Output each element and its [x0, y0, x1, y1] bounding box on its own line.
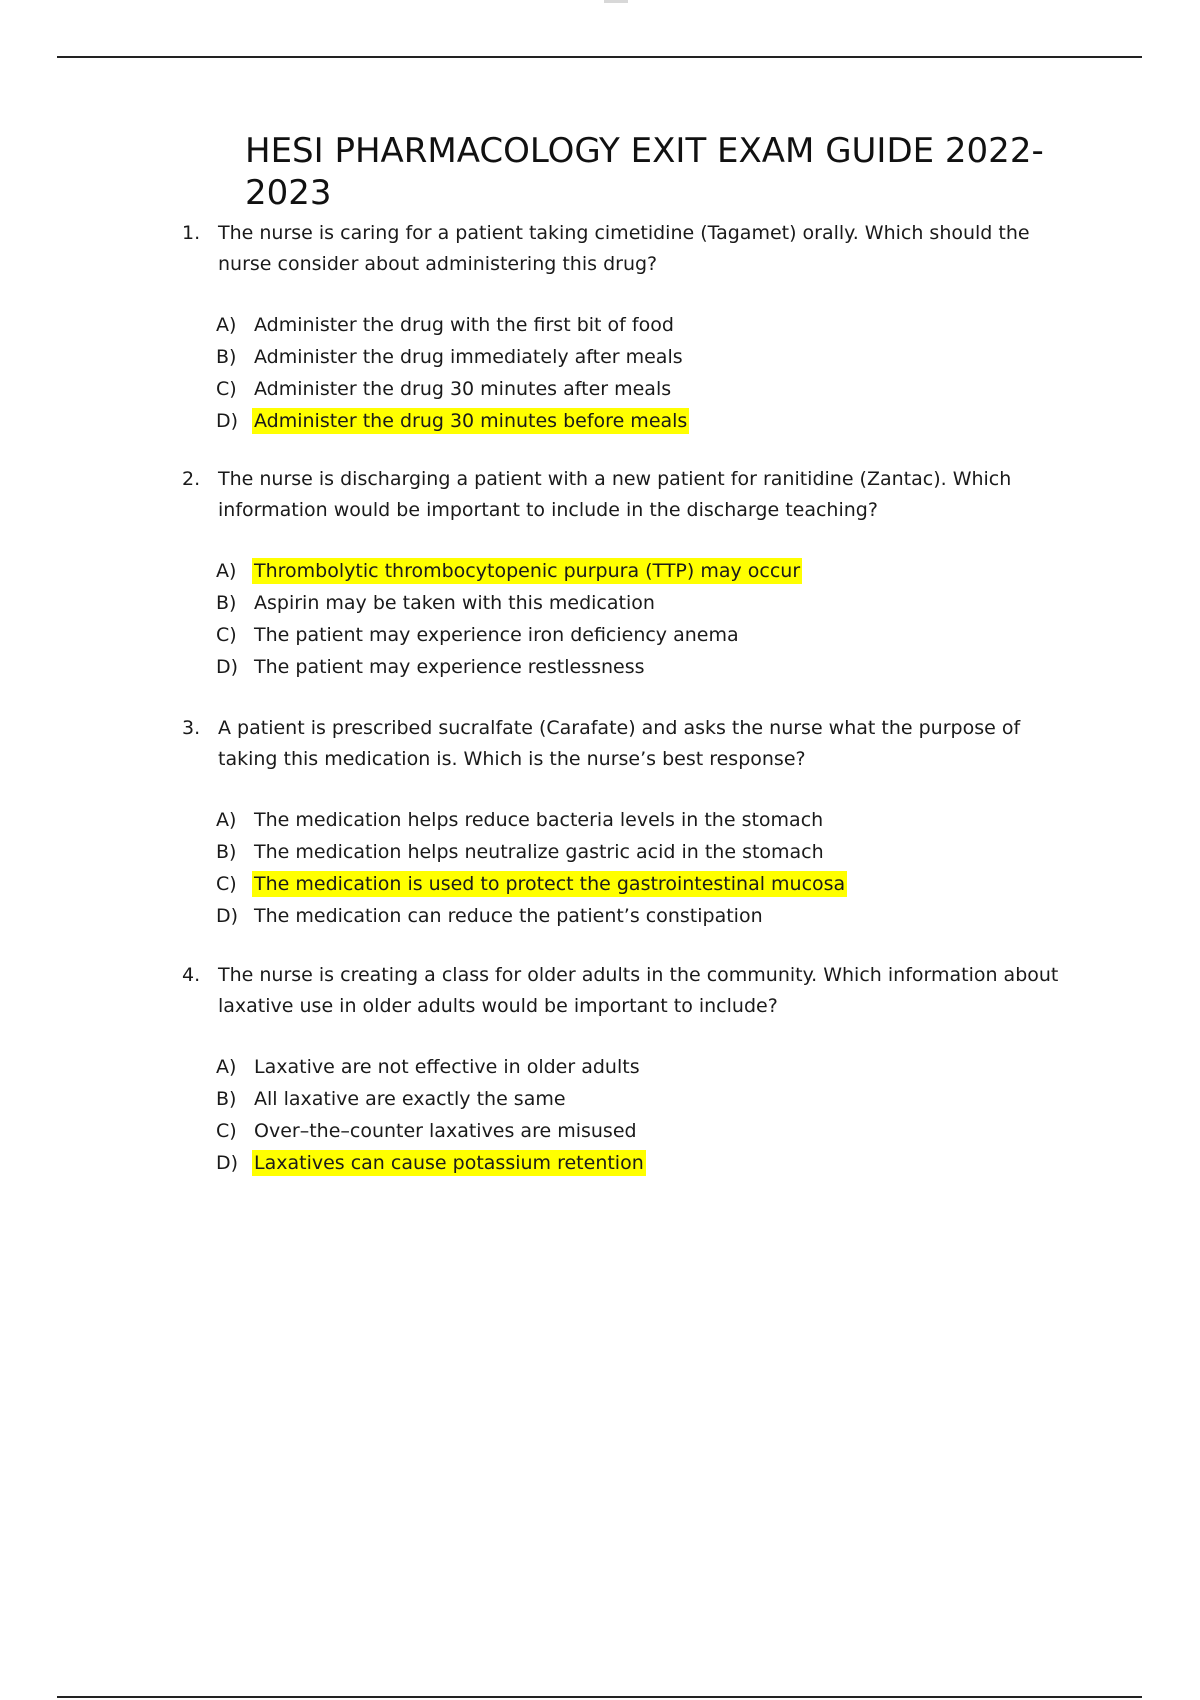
- option-letter: D): [216, 1152, 239, 1174]
- option-letter: B): [216, 346, 237, 368]
- option-text: The medication helps reduce bacteria levels in the stomach: [254, 809, 824, 831]
- question-2: [182, 464, 1082, 683]
- question-number: 2.: [182, 468, 201, 490]
- question-1: [182, 218, 1082, 437]
- option-text: Laxative are not effective in older adults: [254, 1056, 640, 1078]
- question-number: 3.: [182, 717, 201, 739]
- option-letter: A): [216, 560, 237, 582]
- option-text: The medication is used to protect the gastrointestinal mucosa: [254, 873, 846, 895]
- answer-option-b[interactable]: [182, 587, 1082, 619]
- answer-option-b[interactable]: [182, 1083, 1082, 1115]
- answer-option-b[interactable]: [182, 836, 1082, 868]
- option-letter: A): [216, 314, 237, 336]
- question-stem: [182, 218, 1082, 280]
- answer-option-c[interactable]: [182, 1115, 1082, 1147]
- answer-option-a-highlighted[interactable]: [182, 555, 1082, 587]
- option-text: The medication helps neutralize gastric acid in the stomach: [254, 841, 824, 863]
- answer-option-d-highlighted[interactable]: [182, 405, 1082, 437]
- option-letter: A): [216, 809, 237, 831]
- answer-option-b[interactable]: [182, 341, 1082, 373]
- answer-options: [182, 804, 1082, 932]
- answer-option-d[interactable]: [182, 900, 1082, 932]
- answer-options: [182, 555, 1082, 683]
- answer-option-d[interactable]: [182, 651, 1082, 683]
- option-letter: C): [216, 624, 237, 646]
- option-letter: A): [216, 1056, 237, 1078]
- option-text: Administer the drug 30 minutes after meals: [254, 378, 672, 400]
- question-text: The nurse is creating a class for older adults in the community. Which information about laxative use in older adults would be important to include?: [218, 964, 1059, 1017]
- option-text: Thrombolytic thrombocytopenic purpura (TTP) may occur: [254, 560, 801, 582]
- question-3: [182, 713, 1082, 932]
- option-letter: C): [216, 873, 237, 895]
- question-text: A patient is prescribed sucralfate (Carafate) and asks the nurse what the purpose of taking this medication is. Which is the nurse’s best response?: [218, 717, 1021, 770]
- answer-option-a[interactable]: [182, 1051, 1082, 1083]
- answer-option-c[interactable]: [182, 619, 1082, 651]
- option-text: The medication can reduce the patient’s constipation: [254, 905, 763, 927]
- question-stem: [182, 713, 1082, 775]
- header-rule: [57, 56, 1142, 58]
- footer-rule: [57, 1696, 1142, 1698]
- option-text: The patient may experience iron deficiency anema: [254, 624, 739, 646]
- question-number: 1.: [182, 222, 201, 244]
- answer-options: [182, 309, 1082, 437]
- question-number: 4.: [182, 964, 201, 986]
- option-letter: B): [216, 592, 237, 614]
- answer-option-a[interactable]: [182, 804, 1082, 836]
- question-text: The nurse is discharging a patient with a new patient for ranitidine (Zantac). Which information would be important to include in the discharge teaching?: [218, 468, 1012, 521]
- option-text: Administer the drug 30 minutes before meals: [254, 410, 688, 432]
- question-4: [182, 960, 1082, 1179]
- option-text: Laxatives can cause potassium retention: [254, 1152, 644, 1174]
- option-letter: B): [216, 841, 237, 863]
- option-letter: D): [216, 905, 239, 927]
- question-stem: [182, 960, 1082, 1022]
- option-text: All laxative are exactly the same: [254, 1088, 566, 1110]
- question-text: The nurse is caring for a patient taking cimetidine (Tagamet) orally. Which should the nurse consider about administering this drug?: [218, 222, 1030, 275]
- answer-option-d-highlighted[interactable]: [182, 1147, 1082, 1179]
- option-text: Administer the drug immediately after meals: [254, 346, 683, 368]
- answer-options: [182, 1051, 1082, 1179]
- option-text: The patient may experience restlessness: [254, 656, 645, 678]
- answer-option-c-highlighted[interactable]: [182, 868, 1082, 900]
- option-letter: B): [216, 1088, 237, 1110]
- page-top-mark: [604, 0, 628, 3]
- question-stem: [182, 464, 1082, 526]
- answer-option-a[interactable]: [182, 309, 1082, 341]
- option-letter: D): [216, 410, 239, 432]
- option-text: Administer the drug with the first bit of food: [254, 314, 674, 336]
- answer-option-c[interactable]: [182, 373, 1082, 405]
- option-text: Aspirin may be taken with this medication: [254, 592, 655, 614]
- option-text: Over–the–counter laxatives are misused: [254, 1120, 637, 1142]
- option-letter: C): [216, 1120, 237, 1142]
- option-letter: D): [216, 656, 239, 678]
- document-title: HESI PHARMACOLOGY EXIT EXAM GUIDE 2022-2023: [245, 131, 1044, 213]
- option-letter: C): [216, 378, 237, 400]
